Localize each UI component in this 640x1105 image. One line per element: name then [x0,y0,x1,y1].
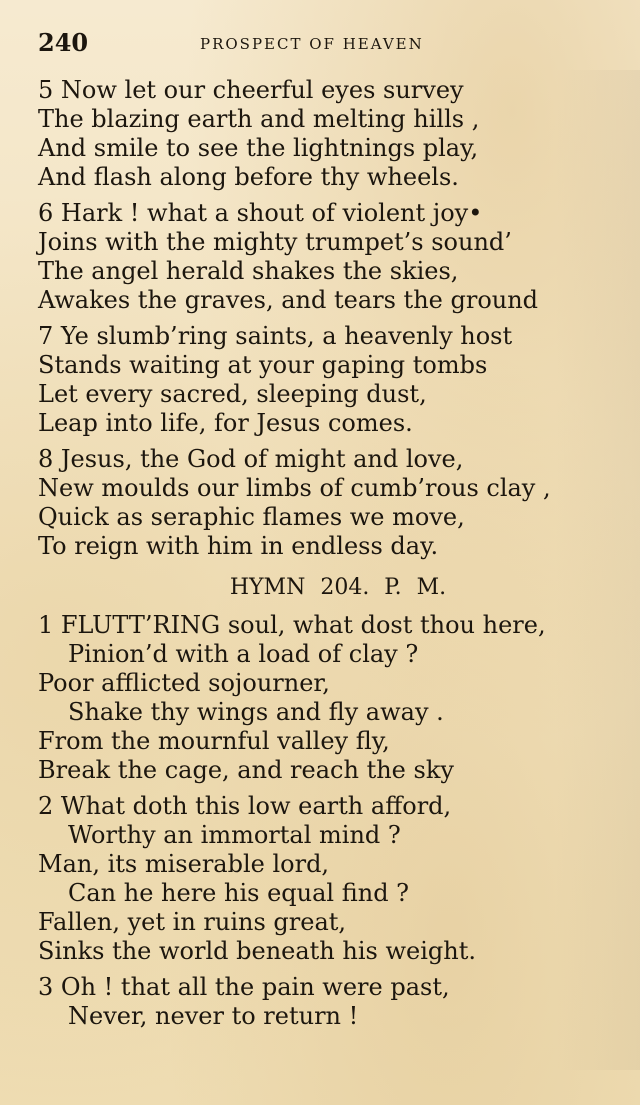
verse-line: New moulds our limbs of cumb’rous clay , [38,474,551,502]
verse-line: Worthy an immortal mind ? [68,821,401,849]
verse-line: 7 Ye slumb’ring saints, a heavenly host [38,322,513,350]
verse-line: Quick as seraphic flames we move, [38,503,465,531]
verse-line: To reign with him in endless day. [38,532,439,560]
running-title: PROSPECT OF HEAVEN [200,35,424,53]
hymn-text [38,76,598,1038]
verse-line: Pinion’d with a load of clay ? [68,640,419,668]
verse-line: 2 What doth this low earth afford, [38,792,452,820]
verse-line: Never, never to return ! [68,1002,359,1030]
verse-line: Stands waiting at your gaping tombs [38,351,488,379]
verse-line: Break the cage, and reach the sky [38,756,454,784]
stanza [38,199,598,315]
verse-line: Joins with the mighty trumpet’s sound’ [38,228,512,256]
verse-line: From the mournful valley fly, [38,727,390,755]
verse-line: Man, its miserable lord, [38,850,330,878]
stanzas-before [38,76,598,561]
verse-line: Poor afflicted sojourner, [38,669,330,697]
verse-line: Leap into life, for Jesus comes. [38,409,413,437]
verse-line: Shake thy wings and fly away . [68,698,444,726]
verse-line: Let every sacred, sleeping dust, [38,380,427,408]
verse-line: Fallen, yet in ruins great, [38,908,347,936]
stanza [38,792,598,966]
verse-line: The blazing earth and melting hills , [38,105,480,133]
verse-line: Sinks the world beneath his weight. [38,937,476,965]
stanzas-after [38,611,598,1031]
stanza [38,322,598,438]
stanza [38,76,598,192]
stanza [38,445,598,561]
verse-line: The angel herald shakes the skies, [38,257,459,285]
verse-line: Awakes the graves, and tears the ground [38,286,539,314]
verse-line: 3 Oh ! that all the pain were past, [38,973,450,1001]
page-header [0,28,640,62]
page-number: 240 [38,28,89,57]
verse-line: And smile to see the lightnings play, [38,134,479,162]
verse-line: 6 Hark ! what a shout of violent joy• [38,199,483,227]
verse-line: 5 Now let our cheerful eyes survey [38,76,464,104]
verse-line: Can he here his equal find ? [68,879,410,907]
stanza [38,611,598,785]
stanza [38,973,598,1031]
hymn-title: HYMN 204. P. M. [229,575,447,600]
verse-line: And flash along before thy wheels. [38,163,459,191]
verse-line: 1 FLUTT’RING soul, what dost thou here, [38,611,546,639]
verse-line: 8 Jesus, the God of might and love, [38,445,464,473]
